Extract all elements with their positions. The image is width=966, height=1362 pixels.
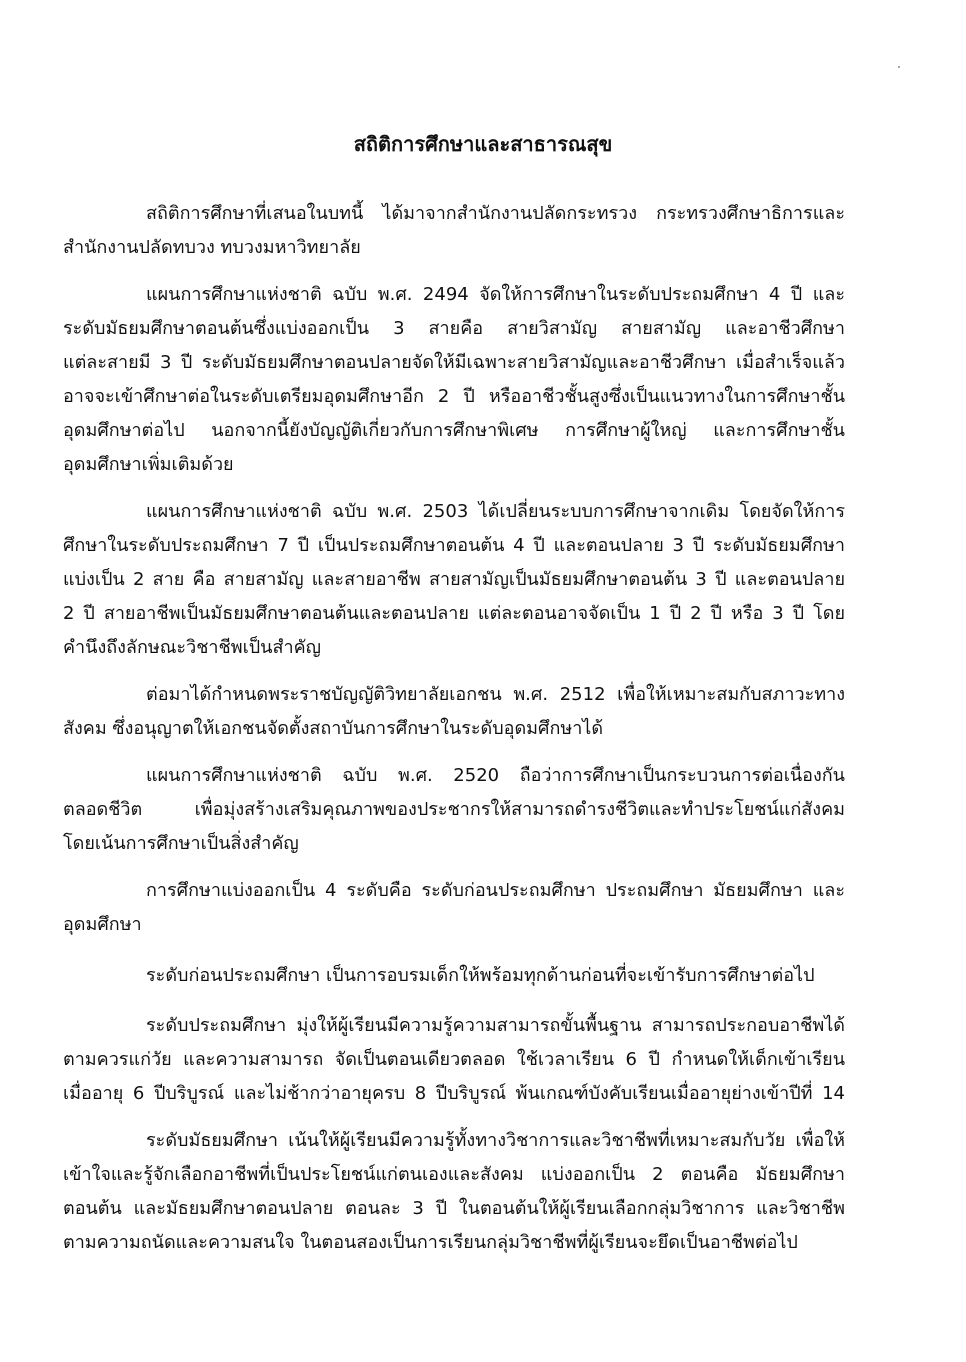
paragraph-line: แบ่งเป็น 2 สาย คือ สายสามัญ และสายอาชีพ สายสามัญเป็นมัธยมศึกษาตอนต้น 3 ปี และตอนปลาย bbox=[63, 569, 845, 590]
paragraph-line: ระดับมัธยมศึกษาตอนต้นซึ่งแบ่งออกเป็น 3 สายคือ สายวิสามัญ สายสามัญ และอาชีวศึกษา bbox=[63, 318, 845, 339]
paragraph-line: ต่อมาได้กำหนดพระราชบัญญัติวิทยาลัยเอกชน พ.ศ. 2512 เพื่อให้เหมาะสมกับสภาวะทาง bbox=[146, 684, 845, 705]
paragraph-line: ตอนต้น และมัธยมศึกษาตอนปลาย ตอนละ 3 ปี ในตอนต้นให้ผู้เรียนเลือกกลุ่มวิชาการ และวิชาชีพ bbox=[63, 1198, 845, 1219]
paragraph-line: ระดับมัธยมศึกษา เน้นให้ผู้เรียนมีความรู้ทั้งทางวิชาการและวิชาชีพที่เหมาะสมกับวัย เพื่อให้ bbox=[146, 1130, 845, 1151]
paragraph-line: การศึกษาแบ่งออกเป็น 4 ระดับคือ ระดับก่อนประถมศึกษา ประถมศึกษา มัธยมศึกษา และ bbox=[146, 880, 845, 901]
paragraph-line: แต่ละสายมี 3 ปี ระดับมัธยมศึกษาตอนปลายจัดให้มีเฉพาะสายวิสามัญและอาชีวศึกษา เมื่อสำเร็จแล้ว bbox=[63, 352, 845, 373]
paragraph-line: 2 ปี สายอาชีพเป็นมัธยมศึกษาตอนต้นและตอนปลาย แต่ละตอนอาจจัดเป็น 1 ปี 2 ปี หรือ 3 ปี โดย bbox=[63, 603, 845, 624]
paragraph-line: ตามควรแก่วัย และความสามารถ จัดเป็นตอนเดียวตลอด ใช้เวลาเรียน 6 ปี กำหนดให้เด็กเข้าเรียน bbox=[63, 1049, 845, 1070]
paragraph-line: สถิติการศึกษาที่เสนอในบทนี้ ได้มาจากสำนักงานปลัดกระทรวง กระทรวงศึกษาธิการและ bbox=[146, 203, 845, 224]
scan-speck bbox=[898, 66, 900, 68]
paragraph-line: แผนการศึกษาแห่งชาติ ฉบับ พ.ศ. 2520 ถือว่าการศึกษาเป็นกระบวนการต่อเนื่องกัน bbox=[146, 765, 845, 786]
paragraph-line: โดยเน้นการศึกษาเป็นสิ่งสำคัญ bbox=[63, 833, 299, 854]
paragraph-line: คำนึงถึงลักษณะวิชาชีพเป็นสำคัญ bbox=[63, 637, 321, 658]
paragraph-line: ระดับก่อนประถมศึกษา เป็นการอบรมเด็กให้พร้อมทุกด้านก่อนที่จะเข้ารับการศึกษาต่อไป bbox=[146, 965, 815, 986]
paragraph-line: อุดมศึกษาต่อไป นอกจากนี้ยังบัญญัติเกี่ยวกับการศึกษาพิเศษ การศึกษาผู้ใหญ่ และการศึกษาชั้น bbox=[63, 420, 845, 441]
paragraph-line: อาจจะเข้าศึกษาต่อในระดับเตรียมอุดมศึกษาอีก 2 ปี หรืออาชีวชั้นสูงซึ่งเป็นแนวทางในการศึกษาชั้น bbox=[63, 386, 845, 407]
page-title: สถิติการศึกษาและสาธารณสุข bbox=[353, 132, 613, 156]
paragraph-line: ระดับประถมศึกษา มุ่งให้ผู้เรียนมีความรู้ความสามารถขั้นพื้นฐาน สามารถประกอบอาชีพได้ bbox=[146, 1015, 845, 1036]
paragraph-line: แผนการศึกษาแห่งชาติ ฉบับ พ.ศ. 2503 ได้เปลี่ยนระบบการศึกษาจากเดิม โดยจัดให้การ bbox=[146, 501, 845, 522]
paragraph-line: อุดมศึกษา bbox=[63, 914, 142, 935]
paragraph-line: ตลอดชีวิต เพื่อมุ่งสร้างเสริมคุณภาพของประชากรให้สามารถดำรงชีวิตและทำประโยชน์แก่สังคม bbox=[63, 799, 845, 820]
paragraph-line: เมื่ออายุ 6 ปีบริบูรณ์ และไม่ช้ากว่าอายุครบ 8 ปีบริบูรณ์ พ้นเกณฑ์บังคับเรียนเมื่ออายุย่างเข้าปีที่ 14 bbox=[63, 1083, 845, 1104]
paragraph-line: สังคม ซึ่งอนุญาตให้เอกชนจัดตั้งสถาบันการศึกษาในระดับอุดมศึกษาได้ bbox=[63, 718, 604, 739]
paragraph-line: อุดมศึกษาเพิ่มเติมด้วย bbox=[63, 454, 234, 475]
paragraph-line: สำนักงานปลัดทบวง ทบวงมหาวิทยาลัย bbox=[63, 237, 361, 258]
paragraph-line: ตามความถนัดและความสนใจ ในตอนสองเป็นการเรียนกลุ่มวิชาชีพที่ผู้เรียนจะยึดเป็นอาชีพต่อไป bbox=[63, 1232, 798, 1253]
paragraph-line: แผนการศึกษาแห่งชาติ ฉบับ พ.ศ. 2494 จัดให้การศึกษาในระดับประถมศึกษา 4 ปี และ bbox=[146, 284, 845, 305]
paragraph-line: ศึกษาในระดับประถมศึกษา 7 ปี เป็นประถมศึกษาตอนต้น 4 ปี และตอนปลาย 3 ปี ระดับมัธยมศึกษา bbox=[63, 535, 845, 556]
paragraph-line: เข้าใจและรู้จักเลือกอาชีพที่เป็นประโยชน์แก่ตนเองและสังคม แบ่งออกเป็น 2 ตอนคือ มัธยมศึกษา bbox=[63, 1164, 845, 1185]
